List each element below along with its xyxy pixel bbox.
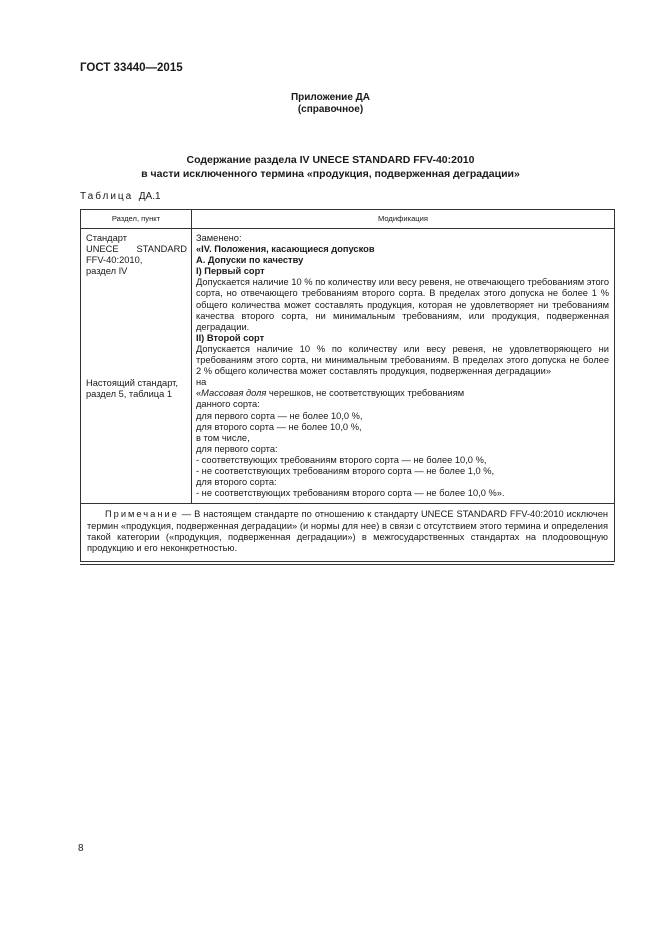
header-modification: Модификация bbox=[192, 210, 615, 229]
col1-text: Стандарт bbox=[86, 233, 127, 243]
on-label: на bbox=[196, 377, 207, 388]
grade1-heading: I) Первый сорт bbox=[196, 266, 265, 277]
norm-line: для первого сорта: bbox=[196, 443, 278, 454]
standard-header: ГОСТ 33440—2015 bbox=[80, 62, 183, 74]
page-number: 8 bbox=[78, 843, 84, 854]
section-a-heading: А. Допуски по качеству bbox=[196, 255, 304, 266]
note-row bbox=[81, 504, 615, 562]
table-bottom-rule bbox=[80, 564, 614, 565]
table-row bbox=[81, 229, 615, 504]
grade2-heading: II) Второй сорт bbox=[196, 332, 265, 343]
col1-text: раздел 5, таблица 1 bbox=[86, 389, 173, 400]
appendix-title: Приложение ДА bbox=[290, 92, 371, 103]
grade2-text: Допускается наличие 10 % по количеству или весу ревеня, не удовлетворяющего ни требованиям этого сорта, ни минимальным требованиям. В пределах этого допуска не более 2 % общего количества может составлять продукция, подверженная деградации» bbox=[196, 343, 609, 377]
section-iv-heading: «IV. Положения, касающиеся допусков bbox=[196, 244, 375, 255]
col1-text: Настоящий стандарт, bbox=[86, 378, 178, 388]
table-header-row bbox=[81, 210, 615, 229]
replaced-label: Заменено: bbox=[196, 233, 242, 243]
table-caption: Таблица ДА.1 bbox=[80, 191, 161, 202]
norm-list-item: - не соответствующих требованиям второго сорта — не более 10,0 %». bbox=[196, 488, 505, 499]
norm-line: для первого сорта — не более 10,0 %, bbox=[196, 410, 363, 421]
norm-line: для второго сорта: bbox=[196, 477, 277, 488]
norm-line: в том числе, bbox=[196, 432, 250, 443]
modification-table bbox=[80, 209, 615, 562]
norm-line: данного сорта: bbox=[196, 399, 260, 410]
norm-list-item: - не соответствующих требованиям второго сорта — не более 1,0 %, bbox=[196, 465, 495, 476]
grade1-text: Допускается наличие 10 % по количеству или весу ревеня, не отвечающего требованиям этого сорта, но отвечающего требованиям второго сорта. В пределах этого допуска не более 1 % общего количества может составлять продукция, которая не удовлетворяет ни требованиям качества второго сорта, ни минимальным требованиям, или продукция, подверженная деградации. bbox=[196, 277, 609, 332]
modification-cell bbox=[192, 229, 615, 504]
col1-block-b bbox=[86, 378, 178, 400]
norm-list-item: - соответствующих требованиям второго сорта — не более 10,0 %, bbox=[196, 454, 487, 465]
table-note: Примечание — В настоящем стандарте по отношению к стандарту UNECE STANDARD FFV-40:2010 исключен термин «продукция, подверженная деградации» (и нормы для нее) в связи с отсутствием этого термина и определения такой категории («продукция, подверженная деградации») в межгосударственных стандартах на плодоовощную продукцию и его неконкретностью. bbox=[81, 504, 615, 562]
col1-text: раздел IV bbox=[86, 266, 128, 277]
section-title-line2: в части исключенного термина «продукция, подверженная деградации» bbox=[141, 168, 520, 180]
col1-text: FFV-40:2010, bbox=[86, 255, 143, 266]
col1-text: UNECE STANDARD bbox=[86, 244, 187, 255]
norm-line: для второго сорта — не более 10,0 %, bbox=[196, 421, 362, 432]
header-section: Раздел, пункт bbox=[81, 210, 192, 229]
section-title-line1: Содержание раздела IV UNECE STANDARD FFV-40:2010 bbox=[186, 154, 475, 166]
mass-fraction-line: «Массовая доля черешков, не соответствующих требованиям bbox=[196, 388, 465, 399]
appendix-subtitle: (справочное) bbox=[297, 104, 364, 115]
section-cell bbox=[81, 229, 192, 504]
